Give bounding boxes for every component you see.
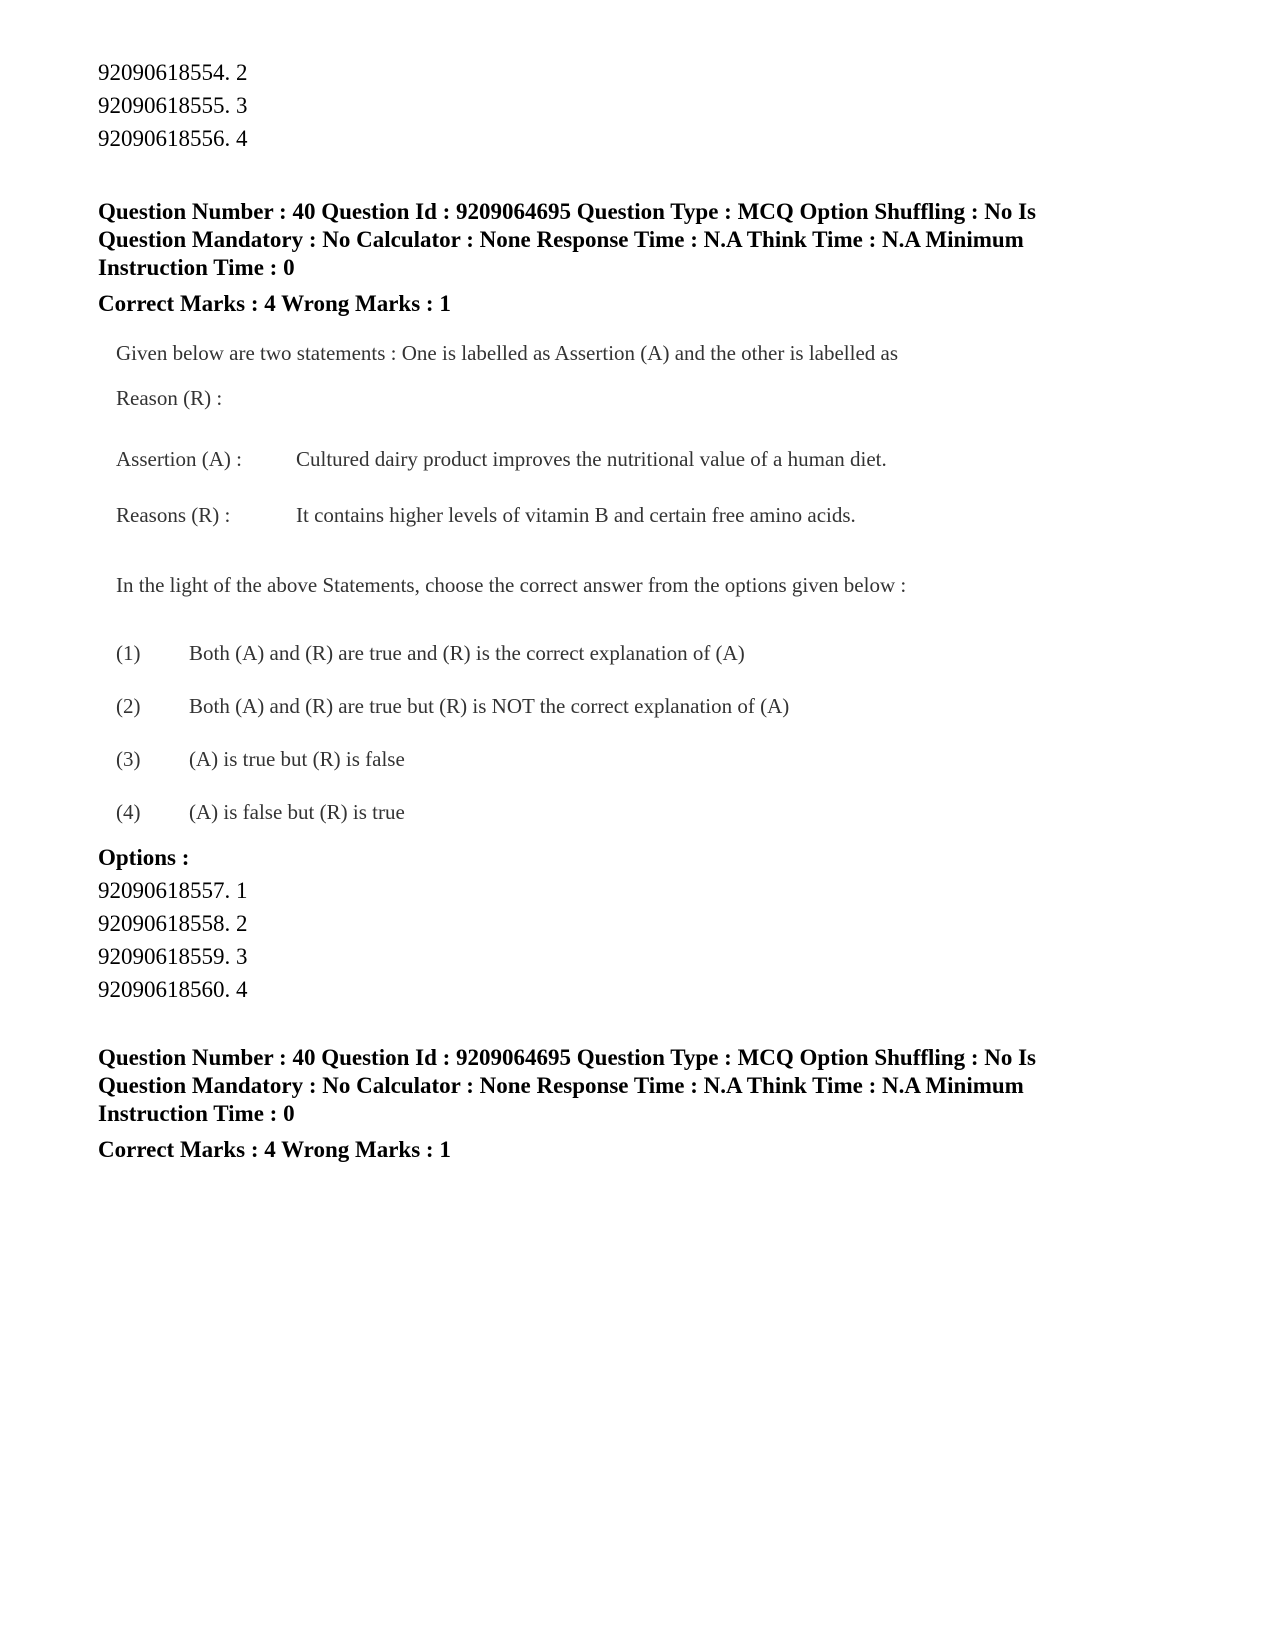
question-intro-line: Reason (R) : bbox=[116, 386, 223, 410]
options-list bbox=[98, 874, 1178, 1006]
question-meta-line: Instruction Time : 0 bbox=[98, 1101, 295, 1126]
choice-number: (2) bbox=[116, 694, 141, 718]
next-question-block bbox=[98, 1044, 1178, 1165]
previous-options-list bbox=[98, 56, 248, 155]
choice-number: (1) bbox=[116, 641, 141, 665]
choice-row bbox=[116, 641, 1076, 694]
choice-number: (4) bbox=[116, 800, 141, 824]
option-line: 92090618555. 3 bbox=[98, 93, 248, 118]
question-meta-line: Question Mandatory : No Calculator : None Response Time : N.A Think Time : N.A Minimum bbox=[98, 227, 1024, 252]
assertion-row bbox=[116, 447, 1076, 503]
question-body bbox=[116, 331, 1076, 836]
choice-text: (A) is true but (R) is false bbox=[189, 747, 405, 771]
choice-row bbox=[116, 694, 1076, 747]
question-meta-line: Question Number : 40 Question Id : 9209064695 Question Type : MCQ Option Shuffling : No Is bbox=[98, 1045, 1037, 1070]
choice-row bbox=[116, 747, 1076, 800]
question-marks: Correct Marks : 4 Wrong Marks : 1 bbox=[98, 291, 451, 316]
reason-text: It contains higher levels of vitamin B and certain free amino acids. bbox=[296, 503, 856, 527]
choice-row bbox=[116, 800, 1076, 836]
question-meta bbox=[98, 198, 1178, 282]
reason-row bbox=[116, 503, 1076, 559]
options-label: Options : bbox=[98, 845, 190, 870]
question-meta-line: Question Number : 40 Question Id : 9209064695 Question Type : MCQ Option Shuffling : No Is bbox=[98, 199, 1037, 224]
option-line: 92090618558. 2 bbox=[98, 911, 248, 936]
assertion-label: Assertion (A) : bbox=[116, 447, 242, 471]
question-marks: Correct Marks : 4 Wrong Marks : 1 bbox=[98, 1137, 451, 1162]
question-meta-line: Question Mandatory : No Calculator : None Response Time : N.A Think Time : N.A Minimum bbox=[98, 1073, 1024, 1098]
choice-text: Both (A) and (R) are true and (R) is the correct explanation of (A) bbox=[189, 641, 745, 665]
choice-text: Both (A) and (R) are true but (R) is NOT the correct explanation of (A) bbox=[189, 694, 790, 718]
question-instruction: In the light of the above Statements, choose the correct answer from the options given below : bbox=[116, 573, 907, 597]
reason-label: Reasons (R) : bbox=[116, 503, 231, 527]
assertion-text: Cultured dairy product improves the nutritional value of a human diet. bbox=[296, 447, 887, 471]
question-intro-line: Given below are two statements : One is labelled as Assertion (A) and the other is labelled as bbox=[116, 341, 899, 365]
choice-text: (A) is false but (R) is true bbox=[189, 800, 405, 824]
question-meta-line: Instruction Time : 0 bbox=[98, 255, 295, 280]
option-line: 92090618554. 2 bbox=[98, 60, 248, 85]
choice-number: (3) bbox=[116, 747, 141, 771]
question-meta bbox=[98, 1044, 1178, 1128]
option-line: 92090618559. 3 bbox=[98, 944, 248, 969]
option-line: 92090618557. 1 bbox=[98, 878, 248, 903]
option-line: 92090618556. 4 bbox=[98, 126, 248, 151]
option-line: 92090618560. 4 bbox=[98, 977, 248, 1002]
question-block bbox=[98, 198, 1178, 1006]
